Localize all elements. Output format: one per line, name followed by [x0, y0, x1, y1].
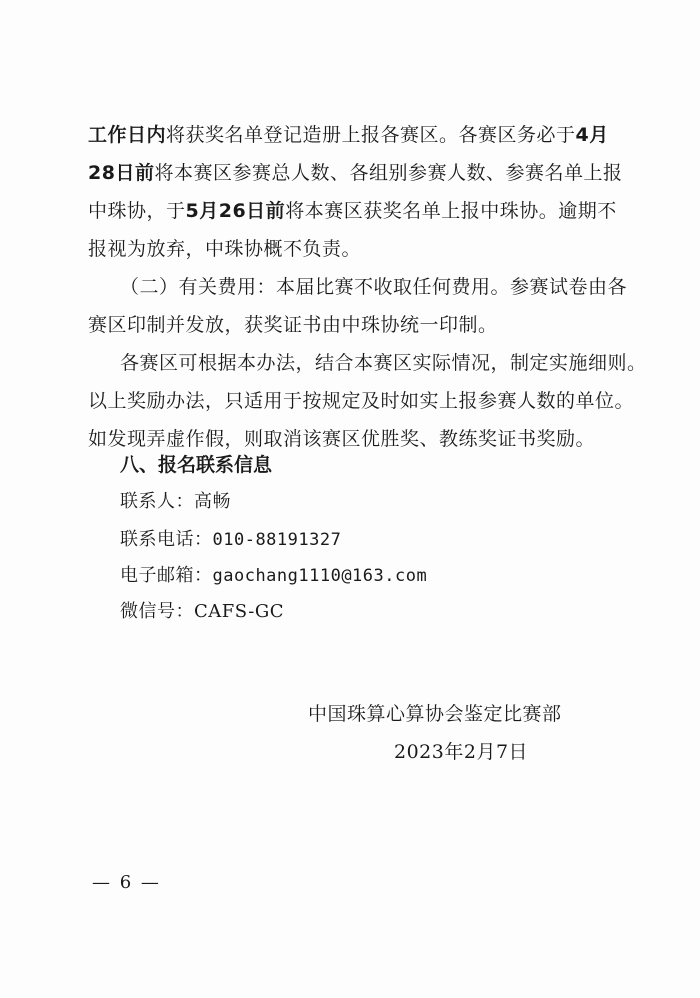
- body-line-5: [120, 268, 627, 306]
- bold-text: 5月26日前: [185, 200, 286, 222]
- section-heading: 八、报名联系信息: [120, 454, 273, 476]
- bold-text: 28日前: [88, 162, 155, 184]
- body-line-1: [88, 116, 609, 154]
- bold-text: 4月: [575, 124, 609, 146]
- signature-date: 2023年2月7日: [394, 741, 529, 763]
- contact-person: [120, 484, 231, 520]
- page-number: — 6 —: [92, 872, 161, 893]
- body-line-8: [88, 382, 634, 420]
- body-line-3: [88, 192, 617, 230]
- contact-person-label: 联系人：: [120, 491, 194, 512]
- body-text: 以上奖励办法，只适用于按规定及时如实上报参赛人数的单位。: [88, 390, 635, 412]
- body-text: 将本赛区获奖名单上报中珠协。逾期不: [285, 200, 617, 222]
- body-line-4: [88, 230, 361, 268]
- bold-text: 工作日内: [88, 124, 167, 146]
- contact-person-value: 高畅: [194, 491, 231, 512]
- body-text: （二）有关费用：本届比赛不收取任何费用。参赛试卷由各: [120, 276, 628, 298]
- contact-email-label: 电子邮箱：: [120, 565, 213, 586]
- contact-phone-value: 010-88191327: [212, 530, 342, 550]
- body-text: 中珠协，于: [88, 200, 186, 222]
- body-text: 将本赛区参赛总人数、各组别参赛人数、参赛名单上报: [154, 162, 623, 184]
- contact-email-value: gaochang1110@163.com: [212, 566, 428, 586]
- contact-wechat-label: 微信号：: [120, 601, 194, 622]
- contact-wechat: [120, 594, 284, 630]
- body-text: 如发现弄虚作假，则取消该赛区优胜奖、教练奖证书奖励。: [88, 428, 596, 450]
- contact-email: [120, 558, 427, 594]
- signature-org: 中国珠算心算协会鉴定比赛部: [308, 703, 562, 725]
- body-line-7: [120, 344, 647, 382]
- contact-wechat-value: CAFS-GC: [194, 601, 284, 622]
- contact-phone-label: 联系电话：: [120, 529, 213, 550]
- body-line-6: [88, 306, 498, 344]
- body-text: 各赛区可根据本办法，结合本赛区实际情况，制定实施细则。: [120, 352, 647, 374]
- body-text: 赛区印制并发放，获奖证书由中珠协统一印制。: [88, 314, 498, 336]
- contact-phone: [120, 522, 341, 558]
- body-text: 报视为放弃，中珠协概不负责。: [88, 238, 362, 260]
- body-line-2: [88, 154, 622, 192]
- body-text: 将获奖名单登记造册上报各赛区。各赛区务必于: [166, 124, 576, 146]
